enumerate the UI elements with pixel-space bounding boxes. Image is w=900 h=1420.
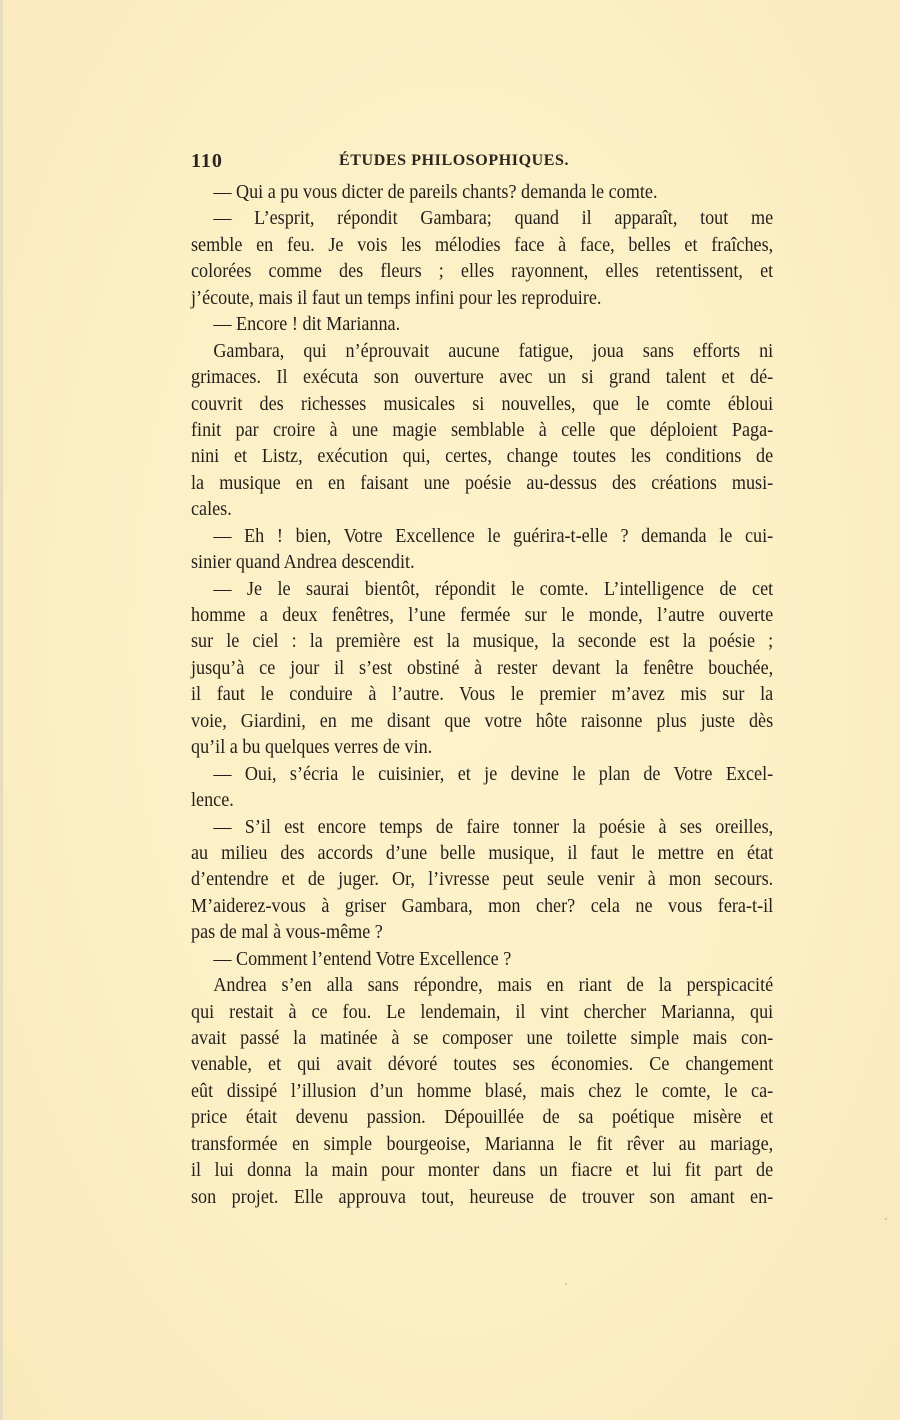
text-line: qui restait à ce fou. Le lendemain, il vint chercher Marianna, qui bbox=[191, 1001, 774, 1023]
text-line: couvrit des richesses musicales si nouvelles, que le comte ébloui bbox=[191, 393, 774, 415]
text-line: transformée en simple bourgeoise, Marianna le fit rêver au mariage, bbox=[191, 1133, 774, 1155]
text-line: Andrea s’en alla sans répondre, mais en riant de la perspicacité bbox=[213, 975, 774, 997]
running-title: ÉTUDES PHILOSOPHIQUES. bbox=[339, 152, 570, 169]
paper-speck bbox=[885, 1218, 887, 1220]
text-line: — S’il est encore temps de faire tonner la poésie à ses oreilles, bbox=[213, 816, 774, 838]
text-line: venable, et qui avait dévoré toutes ses économies. Ce changement bbox=[191, 1054, 774, 1076]
text-line: lence. bbox=[191, 790, 234, 812]
text-line: nini et Listz, exécution qui, certes, change toutes les conditions de bbox=[191, 446, 774, 468]
text-line: jusqu’à ce jour il s’est obstiné à rester devant la fenêtre bouchée, bbox=[191, 657, 774, 679]
text-line: la musique en en faisant une poésie au-dessus des créations musi- bbox=[191, 472, 774, 494]
text-line: finit par croire à une magie semblable à celle que déploient Paga- bbox=[191, 419, 774, 441]
page-edge bbox=[0, 0, 3, 1420]
page-number: 110 bbox=[191, 150, 223, 172]
text-line: grimaces. Il exécuta son ouverture avec un si grand talent et dé- bbox=[191, 367, 774, 389]
text-line: — L’esprit, répondit Gambara; quand il apparaît, tout me bbox=[213, 208, 774, 230]
text-line: homme a deux fenêtres, l’une fermée sur le monde, l’autre ouverte bbox=[191, 605, 774, 626]
text-line: — Comment l’entend Votre Excellence ? bbox=[213, 948, 512, 970]
text-line: voie, Giardini, en me disant que votre hôte raisonne plus juste dès bbox=[191, 710, 774, 732]
text-line: d’entendre et de juger. Or, l’ivresse peut seule venir à mon secours. bbox=[191, 869, 774, 891]
text-line: sur le ciel : la première est la musique, la seconde est la poésie ; bbox=[191, 631, 774, 653]
text-line: colorées comme des fleurs ; elles rayonnent, elles retentissent, et bbox=[191, 261, 774, 283]
text-line: qu’il a bu quelques verres de vin. bbox=[191, 737, 433, 759]
text-line: — Eh ! bien, Votre Excellence le guérira-t-elle ? demanda le cui- bbox=[213, 525, 774, 547]
running-head bbox=[191, 150, 773, 174]
text-line: j’écoute, mais il faut un temps infini pour les reproduire. bbox=[191, 287, 602, 309]
text-line: — Encore ! dit Marianna. bbox=[213, 314, 401, 336]
text-line: il lui donna la main pour monter dans un fiacre et lui fit part de bbox=[191, 1160, 774, 1182]
text-line: son projet. Elle approuva tout, heureuse de trouver son amant en- bbox=[191, 1186, 774, 1208]
text-line: pas de mal à vous-même ? bbox=[191, 922, 383, 944]
text-line: semble en feu. Je vois les mélodies face à face, belles et fraîches, bbox=[191, 234, 774, 256]
text-line: — Je le saurai bientôt, répondit le comte. L’intelligence de cet bbox=[213, 578, 774, 600]
text-line: sinier quand Andrea descendit. bbox=[191, 552, 415, 574]
text-line: cales. bbox=[191, 499, 232, 521]
text-line: — Oui, s’écria le cuisinier, et je devine le plan de Votre Excel- bbox=[213, 763, 774, 785]
body-text bbox=[191, 180, 774, 1211]
text-line: — Qui a pu vous dicter de pareils chants? demanda le comte. bbox=[213, 182, 658, 203]
text-line: eût dissipé l’illusion d’un homme blasé, mais chez le comte, le ca- bbox=[191, 1080, 774, 1102]
text-line: M’aiderez-vous à griser Gambara, mon cher? cela ne vous fera-t-il bbox=[191, 895, 774, 917]
text-line: price était devenu passion. Dépouillée de sa poétique misère et bbox=[191, 1107, 774, 1129]
paper-speck bbox=[565, 1283, 567, 1285]
text-line: avait passé la matinée à se composer une toilette simple mais con- bbox=[191, 1028, 774, 1049]
text-line: il faut le conduire à l’autre. Vous le premier m’avez mis sur la bbox=[191, 684, 774, 706]
text-line: au milieu des accords d’une belle musique, il faut le mettre en état bbox=[191, 842, 774, 864]
text-line: Gambara, qui n’éprouvait aucune fatigue, joua sans efforts ni bbox=[213, 340, 774, 362]
